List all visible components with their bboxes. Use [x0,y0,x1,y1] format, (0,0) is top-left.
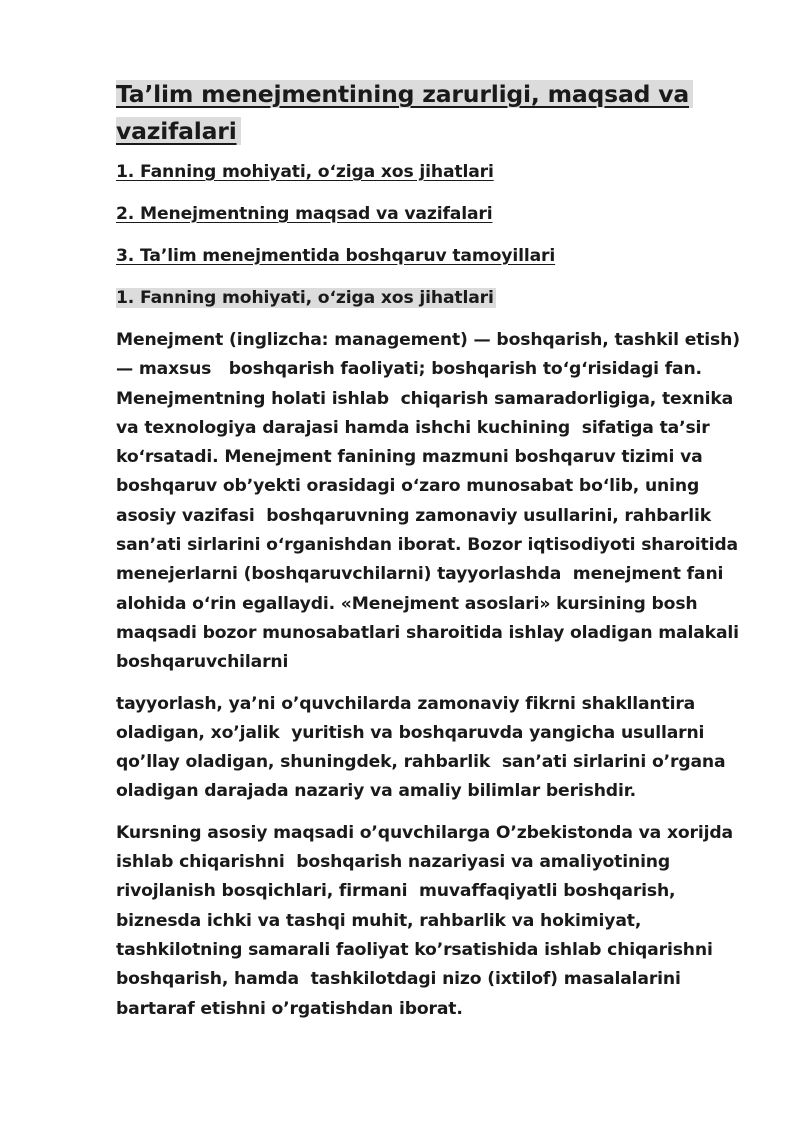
text-line: alohida oʻrin egallaydi. «Menejment asoslari» kursining bosh [116,593,698,614]
text-line: sanʼati sirlarini oʻrganishdan iborat. Bozor iqtisodiyoti sharoitida [116,535,738,556]
text-line: koʻrsatadi. Menejment fanining mazmuni boshqaruv tizimi va [116,447,703,468]
text-line: maqsadi bozor munosabatlari sharoitida ishlay oladigan malakali [116,622,739,643]
text-line: boshqaruvchilarni [116,652,289,673]
text-line: Kursning asosiy maqsadi o’quvchilarga O’zbekistonda va xorijda [116,822,733,843]
toc-item[interactable]: 1. Fanning mohiyati, oʻziga xos jihatlari [116,162,494,182]
toc-item[interactable]: 2. Menejmentning maqsad va vazifalari [116,204,493,224]
document-page [116,76,741,1036]
document-title [116,76,741,150]
text-line: rivojlanish bosqichlari, firmani muvaffaqiyatli boshqarish, [116,881,676,902]
document-title-line2: vazifalari [116,117,241,145]
body-paragraph-3 [116,819,741,1024]
text-line: tashkilotning samarali faoliyat ko’rsatishida ishlab chiqarishni [116,939,713,960]
text-line: asosiy vazifasi boshqaruvning zamonaviy usullarini, rahbarlik [116,505,711,526]
text-line: — maxsus boshqarish faoliyati; boshqarish toʻgʻrisidagi fan. [116,359,702,380]
text-line: ishlab chiqarishni boshqarish nazariyasi va amaliyotining [116,852,671,873]
body-paragraph-2 [116,690,741,807]
text-line: tayyorlash, ya’ni o’quvchilarda zamonaviy fikrni shakllantira [116,693,696,714]
table-of-contents [116,160,741,268]
text-line: boshqaruv obʼyekti orasidagi oʻzaro munosabat boʻlib, uning [116,476,700,497]
text-line: Menejment (inglizcha: management) — boshqarish, tashkil etish) [116,330,740,350]
text-line: menejerlarni (boshqaruvchilarni) tayyorlashda menejment fani [116,564,724,585]
text-line: va texnologiya darajasi hamda ishchi kuchining sifatiga taʼsir [116,417,710,438]
text-line: biznesda ichki va tashqi muhit, rahbarlik va hokimiyat, [116,910,642,931]
text-line: oladigan darajada nazariy va amaliy bilimlar berishdir. [116,781,636,802]
section-heading [116,286,741,310]
text-line: bartaraf etishni o’rgatishdan iborat. [116,998,463,1019]
text-line: boshqarish, hamda tashkilotdagi nizo (ixtilof) masalalarini [116,969,681,990]
section-heading-text: 1. Fanning mohiyati, oʻziga xos jihatlari [116,288,494,308]
body-paragraph-1 [116,326,741,678]
text-line: qo’llay oladigan, shuningdek, rahbarlik san’ati sirlarini o’rgana [116,752,726,773]
text-line: Menejmentning holati ishlab chiqarish samaradorligiga, texnika [116,388,734,409]
text-line: oladigan, xo’jalik yuritish va boshqaruvda yangicha usullarni [116,722,705,743]
toc-item[interactable]: 3. Ta’lim menejmentida boshqaruv tamoyillari [116,246,556,266]
document-title-line1: Ta’lim menejmentining zarurligi, maqsad va [116,80,693,108]
